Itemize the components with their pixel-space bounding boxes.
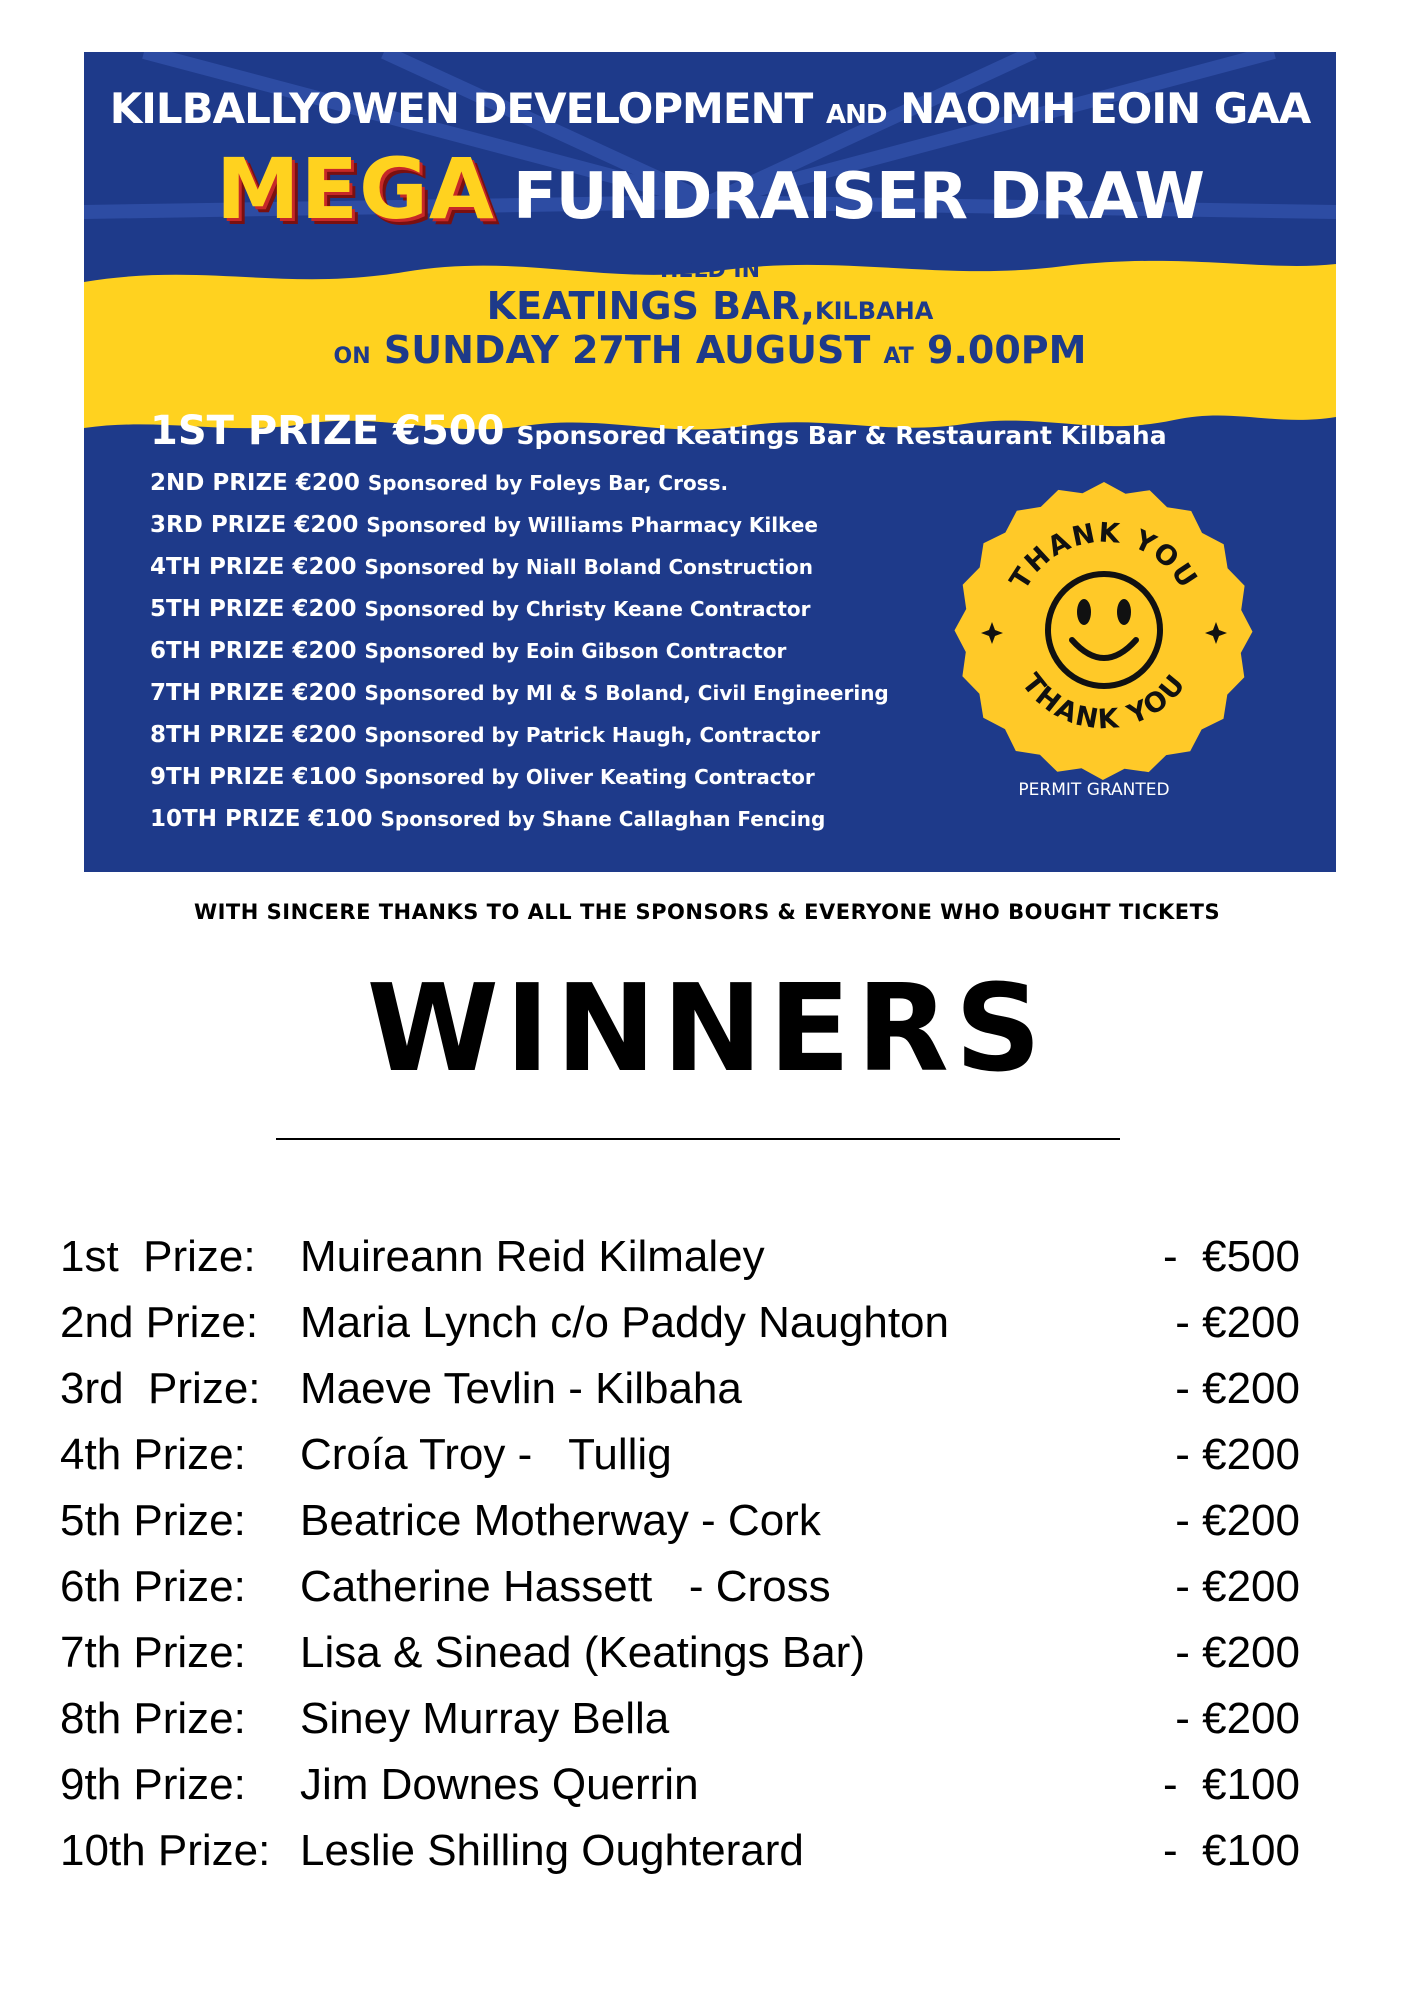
winner-amount: - €200 (1175, 1298, 1300, 1347)
prize-sponsor: Sponsored by Christy Keane Contractor (364, 597, 811, 621)
prize-row (150, 638, 786, 664)
prize-label: 3RD PRIZE €200 (150, 512, 359, 538)
prize-row (150, 680, 889, 706)
fundraiser-word: FUNDRAISER DRAW (512, 160, 1204, 234)
badge-top-text: THANK YOU (1004, 517, 1204, 595)
winner-row (60, 1232, 1380, 1292)
at-word: AT (883, 344, 914, 369)
prize-label: 2ND PRIZE €200 (150, 470, 360, 496)
mega-word: MEGA (216, 140, 495, 238)
winner-name: Muireann Reid Kilmaley (300, 1232, 765, 1281)
prize-row (150, 470, 728, 496)
winner-amount: - €500 (1163, 1232, 1300, 1281)
prize-sponsor: Sponsored by Foleys Bar, Cross. (367, 471, 729, 495)
venue-place: KILBAHA (814, 297, 934, 325)
winner-row (60, 1298, 1380, 1358)
winner-prize-label: 7th Prize: (60, 1628, 246, 1677)
winner-name: Jim Downes Querrin (300, 1760, 699, 1809)
prize-label: 10TH PRIZE €100 (150, 806, 373, 832)
venue-name: KEATINGS BAR, (486, 284, 815, 328)
prize-label: 6TH PRIZE €200 (150, 638, 357, 664)
winner-row (60, 1364, 1380, 1424)
winner-amount: - €200 (1175, 1496, 1300, 1545)
winner-prize-label: 6th Prize: (60, 1562, 246, 1611)
prize-label: 9TH PRIZE €100 (150, 764, 357, 790)
draw-title (84, 140, 1336, 238)
winner-row (60, 1694, 1380, 1754)
prize-label: 7TH PRIZE €200 (150, 680, 357, 706)
and-word: AND (825, 100, 887, 130)
prize-sponsor: Sponsored by Shane Callaghan Fencing (380, 807, 826, 831)
thanks-line: WITH SINCERE THANKS TO ALL THE SPONSORS & EVERYONE WHO BOUGHT TICKETS (193, 900, 1221, 924)
prize-row (150, 596, 811, 622)
date-line (84, 328, 1336, 372)
event-time: 9.00PM (927, 328, 1087, 372)
prize-label: 8TH PRIZE €200 (150, 722, 357, 748)
held-in-label: HELD IN (660, 258, 760, 283)
prize-row (150, 512, 818, 538)
prize-row (150, 806, 825, 832)
venue-line (84, 284, 1336, 328)
on-word: ON (333, 344, 371, 369)
winner-name: Leslie Shilling Oughterard (300, 1826, 804, 1875)
prize-row (150, 554, 813, 580)
winner-row (60, 1628, 1380, 1688)
organiser-1: KILBALLYOWEN DEVELOPMENT (109, 84, 813, 133)
winner-prize-label: 8th Prize: (60, 1694, 246, 1743)
prize-row (150, 408, 1167, 454)
winner-amount: - €200 (1175, 1430, 1300, 1479)
winner-name: Croía Troy - Tullig (300, 1430, 672, 1479)
winner-prize-label: 1st Prize: (60, 1232, 256, 1281)
winner-name: Siney Murray Bella (300, 1694, 670, 1743)
winner-amount: - €200 (1175, 1628, 1300, 1677)
prize-sponsor: Sponsored by Patrick Haugh, Contractor (364, 723, 821, 747)
winner-amount: - €100 (1163, 1826, 1300, 1875)
prize-sponsor: Sponsored by Oliver Keating Contractor (364, 765, 815, 789)
prize-sponsor: Sponsored by Eoin Gibson Contractor (364, 639, 787, 663)
winner-name: Maria Lynch c/o Paddy Naughton (300, 1298, 949, 1347)
prize-label: 5TH PRIZE €200 (150, 596, 357, 622)
winner-amount: - €200 (1175, 1562, 1300, 1611)
winner-amount: - €200 (1175, 1694, 1300, 1743)
winner-row (60, 1562, 1380, 1622)
event-date: SUNDAY 27TH AUGUST (383, 328, 871, 372)
winner-row (60, 1496, 1380, 1556)
prize-sponsor: Sponsored by Ml & S Boland, Civil Engineering (364, 681, 889, 705)
winner-prize-label: 4th Prize: (60, 1430, 246, 1479)
winner-prize-label: 3rd Prize: (60, 1364, 261, 1413)
winner-row (60, 1430, 1380, 1490)
prize-label: 1ST PRIZE €500 (150, 408, 505, 454)
prize-sponsor: Sponsored Keatings Bar & Restaurant Kilbaha (516, 421, 1167, 450)
winner-row (60, 1826, 1380, 1886)
winner-prize-label: 10th Prize: (60, 1826, 271, 1875)
title-underline (276, 1138, 1120, 1140)
permit-label: PERMIT GRANTED (1018, 780, 1170, 800)
badge-bottom-text: THANK YOU (1015, 667, 1193, 736)
winner-amount: - €100 (1163, 1760, 1300, 1809)
prize-label: 4TH PRIZE €200 (150, 554, 357, 580)
prize-row (150, 764, 815, 790)
prize-sponsor: Sponsored by Williams Pharmacy Kilkee (366, 513, 818, 537)
prize-row (150, 722, 820, 748)
thank-you-badge (954, 480, 1254, 780)
banner-header (84, 84, 1336, 133)
winners-title: WINNERS (366, 960, 1048, 1099)
winner-amount: - €200 (1175, 1364, 1300, 1413)
winner-prize-label: 2nd Prize: (60, 1298, 259, 1347)
fundraiser-banner (84, 52, 1336, 872)
winner-row (60, 1760, 1380, 1820)
winner-prize-label: 5th Prize: (60, 1496, 246, 1545)
prize-sponsor: Sponsored by Niall Boland Construction (364, 555, 813, 579)
winner-name: Beatrice Motherway - Cork (300, 1496, 821, 1545)
winner-name: Catherine Hassett - Cross (300, 1562, 831, 1611)
winner-name: Lisa & Sinead (Keatings Bar) (300, 1628, 865, 1677)
winner-name: Maeve Tevlin - Kilbaha (300, 1364, 742, 1413)
organiser-2: NAOMH EOIN GAA (900, 84, 1311, 133)
winner-prize-label: 9th Prize: (60, 1760, 246, 1809)
